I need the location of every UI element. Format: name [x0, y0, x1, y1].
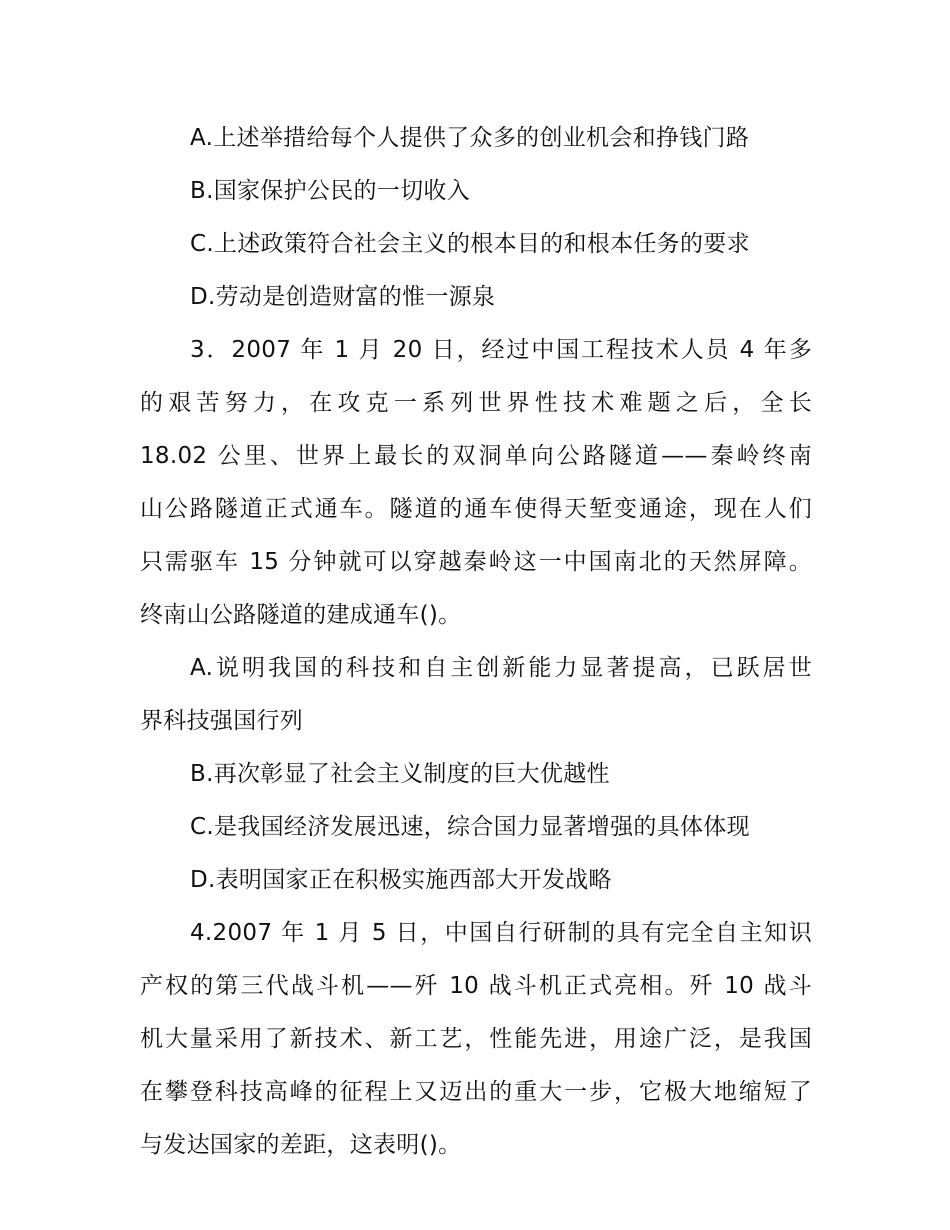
- q3-option-b: B.再次彰显了社会主义制度的巨大优越性: [190, 761, 610, 787]
- q4-stem-line: 机大量采用了新技术、新工艺，性能先进，用途广泛，是我国: [140, 1026, 812, 1052]
- q4-stem-line: 在攀登科技高峰的征程上又迈出的重大一步，它极大地缩短了: [140, 1079, 812, 1105]
- q4-stem-line: 4.2007 年 1 月 5 日，中国自行研制的具有完全自主知识: [190, 920, 812, 946]
- q4-stem-line: 与发达国家的差距，这表明()。: [140, 1132, 462, 1158]
- q3-stem-line: 终南山公路隧道的建成通车()。: [140, 602, 462, 628]
- q3-option-c: C.是我国经济发展迅速，综合国力显著增强的具体体现: [190, 814, 750, 840]
- q3-stem-line: 山公路隧道正式通车。隧道的通车使得天堑变通途，现在人们: [140, 496, 812, 522]
- q3-option-a-continued: 界科技强国行列: [140, 708, 304, 734]
- q4-stem-line: 产权的第三代战斗机——歼 10 战斗机正式亮相。歼 10 战斗: [140, 973, 812, 999]
- q2-option-d: D.劳动是创造财富的惟一源泉: [190, 284, 496, 310]
- q3-option-d: D.表明国家正在积极实施西部大开发战略: [190, 867, 612, 893]
- q3-option-a: A.说明我国的科技和自主创新能力显著提高，已跃居世: [190, 655, 812, 681]
- q3-stem-line: 只需驱车 15 分钟就可以穿越秦岭这一中国南北的天然屏障。: [140, 549, 812, 575]
- q2-option-c: C.上述政策符合社会主义的根本目的和根本任务的要求: [190, 231, 750, 257]
- q3-stem-line: 18.02 公里、世界上最长的双洞单向公路隧道——秦岭终南: [140, 443, 812, 469]
- document-body: [140, 112, 812, 1172]
- q2-option-b: B.国家保护公民的一切收入: [190, 178, 470, 204]
- q2-option-a: A.上述举措给每个人提供了众多的创业机会和挣钱门路: [190, 125, 750, 151]
- q3-stem-line: 的艰苦努力，在攻克一系列世界性技术难题之后，全长: [140, 390, 812, 416]
- q3-stem-line: 3．2007 年 1 月 20 日，经过中国工程技术人员 4 年多: [190, 337, 812, 363]
